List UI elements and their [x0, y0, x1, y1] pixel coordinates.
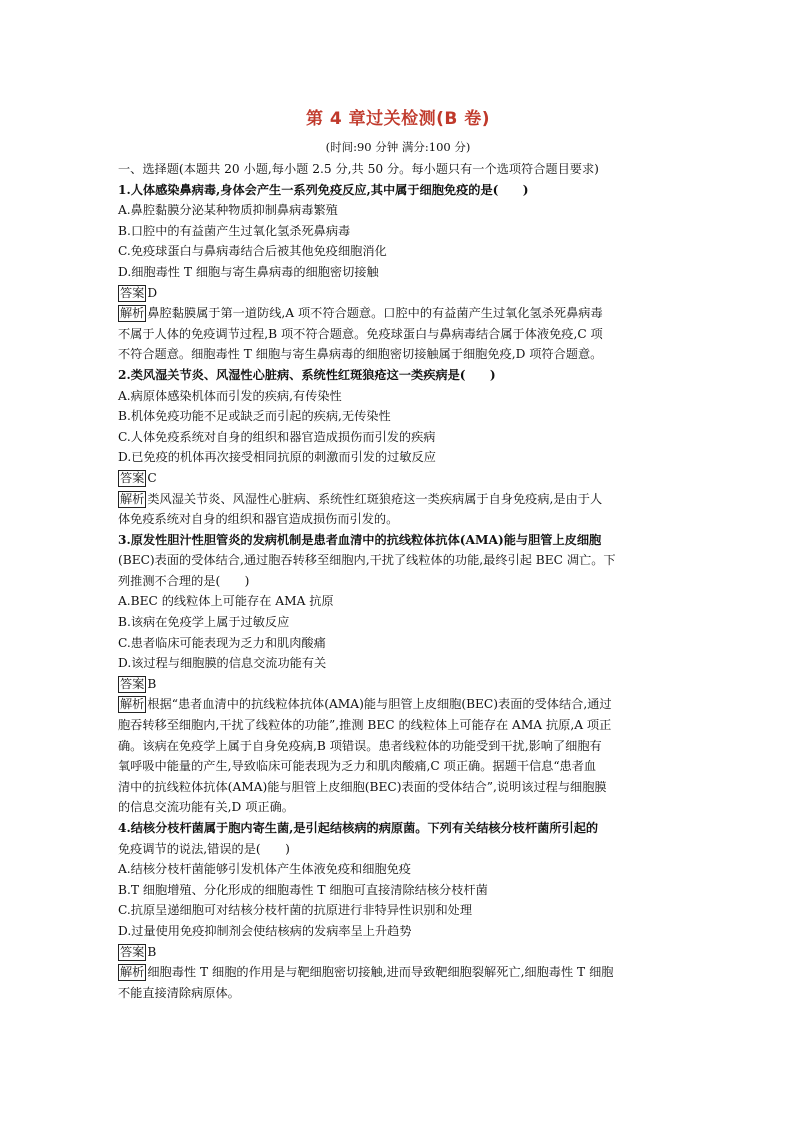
analysis-line [118, 324, 678, 345]
exam-page [118, 104, 678, 1003]
analysis-text: 胞吞转移至细胞内,干扰了线粒体的功能”,推测 BEC 的线粒体上可能存在 AMA 抗原,A 项正 [118, 718, 612, 733]
analysis-line [118, 303, 678, 324]
answer-line [118, 283, 678, 304]
answer-value: D [147, 285, 158, 300]
analysis-text: 确。该病在免疫学上属于自身免疫病,B 项错误。患者线粒体的功能受到干扰,影响了细胞有 [118, 738, 602, 753]
answer-tag: 答案 [120, 285, 145, 300]
analysis-text: 不属于人体的免疫调节过程,B 项不符合题意。免疫球蛋白与鼻病毒结合属于体液免疫,C 项 [118, 326, 603, 341]
analysis-tag: 解析 [120, 491, 145, 506]
question-stem: 列推测不合理的是( ) [118, 573, 250, 588]
question-block [118, 530, 678, 818]
question-block [118, 818, 678, 1003]
analysis-text: 类风湿关节炎、风湿性心脏病、系统性红斑狼疮这一类疾病属于自身免疫病,是由于人 [147, 491, 603, 506]
answer-option: B.T 细胞增殖、分化形成的细胞毒性 T 细胞可直接清除结核分枝杆菌 [118, 882, 488, 897]
question-list [118, 180, 678, 1004]
analysis-line [118, 736, 678, 757]
question-stem: (BEC)表面的受体结合,通过胞吞转移至细胞内,干扰了线粒体的功能,最终引起 BEC 凋亡。下 [118, 553, 616, 568]
question-stem: 3.原发性胆汁性胆管炎的发病机制是患者血清中的抗线粒体抗体(AMA)能与胆管上皮细胞 [118, 532, 602, 547]
analysis-tag: 解析 [120, 306, 145, 321]
answer-option: B.该病在免疫学上属于过敏反应 [118, 615, 290, 630]
analysis-text: 清中的抗线粒体抗体(AMA)能与胆管上皮细胞(BEC)表面的受体结合”,说明该过程与细胞膜 [118, 779, 607, 794]
answer-option: C.人体免疫系统对自身的组织和器官造成损伤而引发的疾病 [118, 429, 436, 444]
exam-info: (时间:90 分钟 满分:100 分) [325, 140, 471, 154]
answer-option: D.过量使用免疫抑制剂会使结核病的发病率呈上升趋势 [118, 923, 412, 938]
answer-line [118, 942, 678, 963]
analysis-line [118, 777, 678, 798]
answer-option: B.口腔中的有益菌产生过氧化氢杀死鼻病毒 [118, 223, 351, 238]
answer-value: B [147, 944, 157, 959]
answer-value: B [147, 676, 157, 691]
analysis-text: 不能直接清除病原体。 [118, 985, 240, 1000]
analysis-line [118, 509, 678, 530]
analysis-text: 体免疫系统对自身的组织和器官造成损伤而引发的。 [118, 512, 399, 527]
analysis-line [118, 489, 678, 510]
analysis-line [118, 756, 678, 777]
answer-option: D.已免疫的机体再次接受相同抗原的刺激而引发的过敏反应 [118, 450, 436, 465]
analysis-text: 根据“患者血清中的抗线粒体抗体(AMA)能与胆管上皮细胞(BEC)表面的受体结合,通过 [147, 697, 612, 712]
answer-option: C.免疫球蛋白与鼻病毒结合后被其他免疫细胞消化 [118, 244, 387, 259]
answer-option: A.结核分枝杆菌能够引发机体产生体液免疫和细胞免疫 [118, 862, 411, 877]
answer-option: D.该过程与细胞膜的信息交流功能有关 [118, 656, 327, 671]
answer-option: C.抗原呈递细胞可对结核分枝杆菌的抗原进行非特异性识别和处理 [118, 903, 473, 918]
analysis-text: 细胞毒性 T 细胞的作用是与靶细胞密切接触,进而导致靶细胞裂解死亡,细胞毒性 T 细胞 [147, 965, 614, 980]
analysis-tag: 解析 [120, 965, 145, 980]
analysis-line [118, 962, 678, 983]
analysis-text: 氧呼吸中能量的产生,导致临床可能表现为乏力和肌肉酸痛,C 项正确。据题干信息“患者血 [118, 759, 597, 774]
question-stem: 1.人体感染鼻病毒,身体会产生一系列免疫反应,其中属于细胞免疫的是( ) [118, 182, 529, 197]
answer-option: D.细胞毒性 T 细胞与寄生鼻病毒的细胞密切接触 [118, 264, 379, 279]
answer-option: B.机体免疫功能不足或缺乏而引起的疾病,无传染性 [118, 409, 391, 424]
question-block [118, 180, 678, 365]
page-title: 第 4 章过关检测(B 卷) [305, 109, 491, 129]
answer-value: C [147, 470, 157, 485]
question-block [118, 365, 678, 530]
answer-tag: 答案 [120, 676, 145, 691]
answer-option: A.病原体感染机体而引发的疾病,有传染性 [118, 388, 342, 403]
question-stem: 4.结核分枝杆菌属于胞内寄生菌,是引起结核病的病原菌。下列有关结核分枝杆菌所引起的 [118, 821, 599, 835]
analysis-line [118, 344, 678, 365]
analysis-line [118, 797, 678, 818]
answer-tag: 答案 [120, 944, 145, 959]
question-stem: 免疫调节的说法,错误的是( ) [118, 841, 290, 856]
answer-option: C.患者临床可能表现为乏力和肌肉酸痛 [118, 635, 326, 650]
analysis-text: 的信息交流功能有关,D 项正确。 [118, 800, 294, 815]
answer-option: A.鼻腔黏膜分泌某种物质抑制鼻病毒繁殖 [118, 203, 338, 218]
analysis-text: 不符合题意。细胞毒性 T 细胞与寄生鼻病毒的细胞密切接触属于细胞免疫,D 项符合题意。 [118, 347, 603, 362]
answer-line [118, 468, 678, 489]
analysis-tag: 解析 [120, 697, 145, 712]
answer-line [118, 674, 678, 695]
answer-tag: 答案 [120, 470, 145, 485]
question-stem: 2.类风湿关节炎、风湿性心脏病、系统性红斑狼疮这一类疾病是( ) [118, 367, 496, 382]
section-heading: 一、选择题(本题共 20 小题,每小题 2.5 分,共 50 分。每小题只有一个选项符合题目要求) [118, 162, 599, 176]
analysis-line [118, 694, 678, 715]
analysis-line [118, 715, 678, 736]
analysis-text: 鼻腔黏膜属于第一道防线,A 项不符合题意。口腔中的有益菌产生过氧化氢杀死鼻病毒 [147, 306, 603, 321]
analysis-line [118, 983, 678, 1004]
answer-option: A.BEC 的线粒体上可能存在 AMA 抗原 [118, 594, 334, 609]
